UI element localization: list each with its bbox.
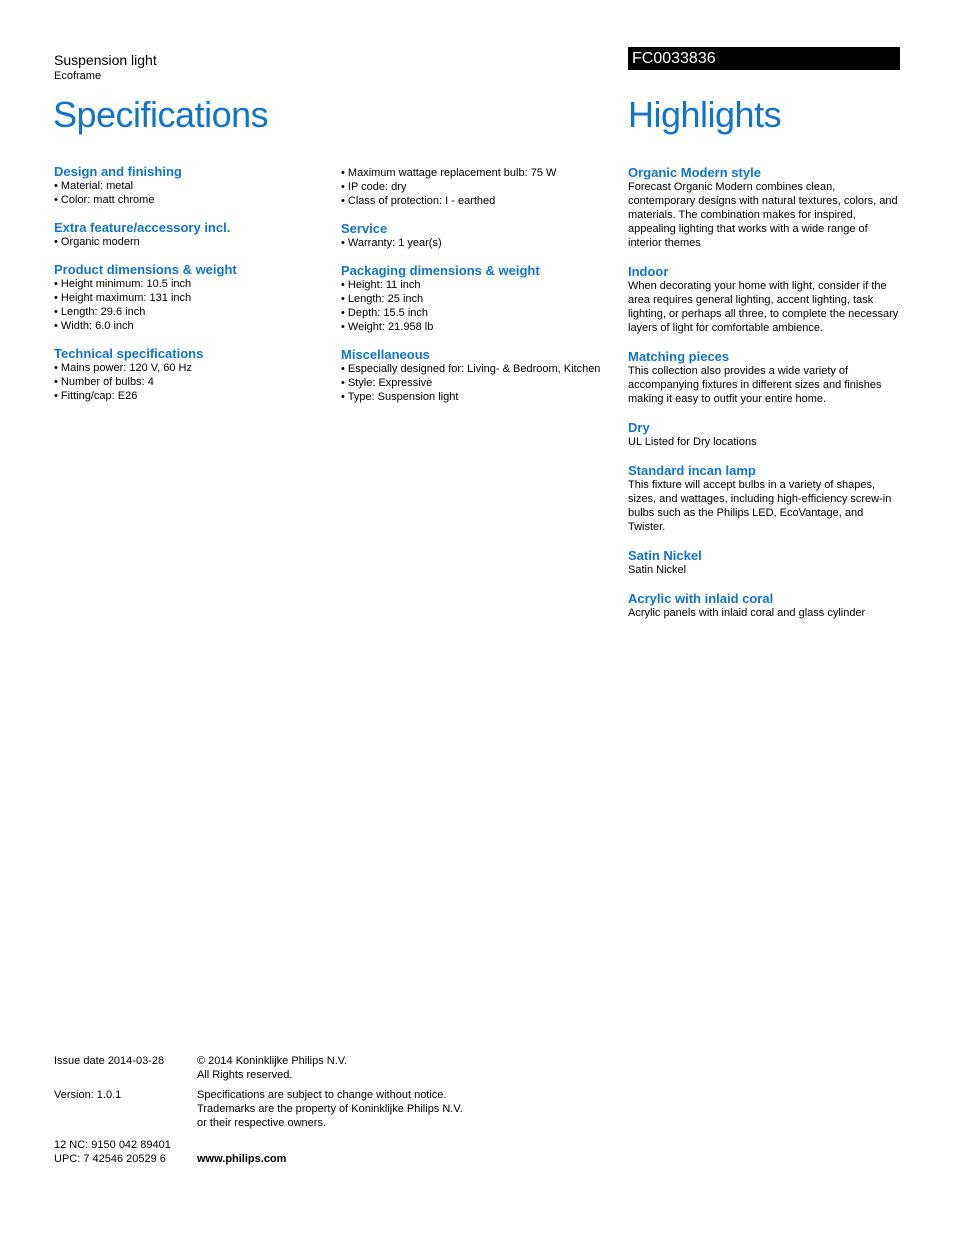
- spec-item: • Width: 6.0 inch: [54, 320, 134, 332]
- highlight-heading: Dry: [628, 420, 650, 435]
- spec-item: • Length: 25 inch: [341, 293, 424, 305]
- spec-section-technical: [54, 346, 329, 403]
- highlight-dry: [628, 420, 900, 449]
- specifications-title: Specifications: [53, 94, 269, 135]
- product-identifiers: [54, 1138, 194, 1166]
- spec-section-technical-continued: [341, 164, 616, 208]
- spec-item: • Weight: 21.958 lb: [341, 321, 434, 333]
- issue-date: Issue date 2014-03-28: [54, 1055, 165, 1067]
- spec-item: • Class of protection: I - earthed: [341, 195, 496, 207]
- spec-item: • Depth: 15.5 inch: [341, 307, 429, 319]
- highlights-column: [628, 164, 900, 634]
- copyright-line: © 2014 Koninklijke Philips N.V.: [197, 1055, 348, 1067]
- spec-item: • Organic modern: [54, 236, 140, 248]
- spec-heading: Technical specifications: [54, 346, 204, 361]
- upc-number: UPC: 7 42546 20529 6: [54, 1153, 166, 1165]
- website-link[interactable]: www.philips.com: [197, 1153, 287, 1165]
- product-code-badge: FC0033836: [628, 47, 900, 70]
- spec-item: • Especially designed for: Living- & Bedroom, Kitchen: [341, 363, 601, 375]
- spec-item: • IP code: dry: [341, 181, 407, 193]
- highlight-text: Satin Nickel: [628, 564, 687, 576]
- spec-item: • Type: Suspension light: [341, 391, 459, 403]
- spec-item: • Mains power: 120 V, 60 Hz: [54, 362, 192, 374]
- spec-section-miscellaneous: [341, 347, 616, 404]
- highlight-matching-pieces: [628, 349, 900, 406]
- spec-item: • Maximum wattage replacement bulb: 75 W: [341, 167, 557, 179]
- highlight-indoor: [628, 264, 900, 335]
- spec-section-product-dimensions: [54, 262, 329, 333]
- specs-column-2: [341, 164, 616, 417]
- spec-item: • Length: 29.6 inch: [54, 306, 146, 318]
- spec-item: • Fitting/cap: E26: [54, 390, 138, 402]
- product-type: Suspension light: [54, 52, 157, 68]
- spec-heading: Packaging dimensions & weight: [341, 263, 540, 278]
- spec-item: • Height maximum: 131 inch: [54, 292, 192, 304]
- highlight-text: Acrylic panels with inlaid coral and glass cylinder: [628, 607, 866, 619]
- spec-item: • Height minimum: 10.5 inch: [54, 278, 192, 290]
- highlight-text: Forecast Organic Modern combines clean, contemporary designs with natural textures, colors, and materials. The combination makes for inspired, appealing lighting that works with a wide range of interior themes: [628, 181, 898, 249]
- notice-line: Trademarks are the property of Koninklijke Philips N.V.: [197, 1103, 463, 1115]
- highlight-heading: Acrylic with inlaid coral: [628, 591, 774, 606]
- spec-heading: Product dimensions & weight: [54, 262, 237, 277]
- version: Version: 1.0.1: [54, 1089, 122, 1101]
- spec-item: • Warranty: 1 year(s): [341, 237, 442, 249]
- highlight-text: This collection also provides a wide variety of accompanying fixtures in different sizes and finishes making it easy to outfit your entire home.: [628, 365, 882, 405]
- spec-heading: Miscellaneous: [341, 347, 430, 362]
- spec-item: • Height: 11 inch: [341, 279, 421, 291]
- highlight-text: This fixture will accept bulbs in a variety of shapes, sizes, and wattages, including high-efficiency screw-in bulbs such as the Philips LED, EcoVantage, and Twister.: [628, 479, 892, 533]
- notice-line: Specifications are subject to change without notice.: [197, 1089, 447, 1101]
- spec-item: • Material: metal: [54, 180, 134, 192]
- highlight-standard-incan-lamp: [628, 463, 900, 534]
- highlight-acrylic-coral: [628, 591, 900, 620]
- highlight-satin-nickel: [628, 548, 900, 577]
- nc-number: 12 NC: 9150 042 89401: [54, 1139, 171, 1151]
- spec-section-packaging-dimensions: [341, 263, 616, 334]
- notice-line: or their respective owners.: [197, 1117, 326, 1129]
- highlight-heading: Organic Modern style: [628, 165, 761, 180]
- highlight-heading: Matching pieces: [628, 349, 730, 364]
- highlight-heading: Satin Nickel: [628, 548, 702, 563]
- spec-heading: Extra feature/accessory incl.: [54, 220, 231, 235]
- highlight-organic-modern: [628, 165, 900, 250]
- highlight-heading: Indoor: [628, 264, 669, 279]
- spec-section-service: [341, 221, 616, 250]
- highlight-text: When decorating your home with light, consider if the area requires general lighting, accent lighting, task lighting, or perhaps all three, to complete the necessary layers of light for comfortable ambience.: [628, 280, 899, 334]
- highlight-heading: Standard incan lamp: [628, 463, 756, 478]
- highlight-text: UL Listed for Dry locations: [628, 436, 757, 448]
- product-name: Ecoframe: [54, 70, 102, 82]
- spec-section-extras: [54, 220, 329, 249]
- spec-section-design: [54, 164, 329, 207]
- copyright-line: All Rights reserved.: [197, 1069, 293, 1081]
- spec-item: • Number of bulbs: 4: [54, 376, 154, 388]
- legal-notice: [197, 1088, 497, 1130]
- copyright: [197, 1054, 497, 1082]
- highlights-title: Highlights: [628, 94, 782, 135]
- spec-heading: Design and finishing: [54, 164, 182, 179]
- spec-item: • Style: Expressive: [341, 377, 433, 389]
- spec-item: • Color: matt chrome: [54, 194, 155, 206]
- specs-column-1: [54, 164, 329, 416]
- spec-heading: Service: [341, 221, 388, 236]
